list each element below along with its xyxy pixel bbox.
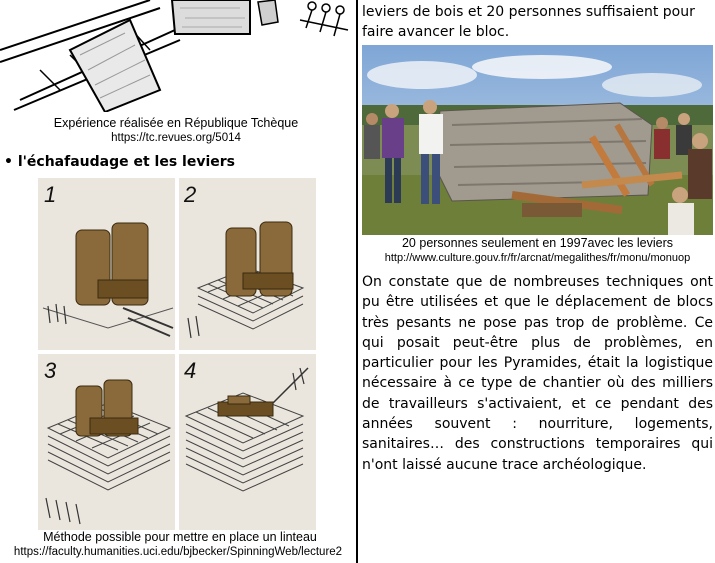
bullet: • (4, 154, 13, 170)
diagram-caption: Méthode possible pour mettre en place un linteau (43, 530, 317, 544)
section-title: l'échafaudage et les leviers (17, 154, 235, 170)
panel-number-2: 2 (184, 182, 197, 207)
sketch-source-url[interactable]: https://tc.revues.org/5014 (111, 132, 241, 144)
panel-number-4: 4 (184, 358, 197, 383)
lintel-method-diagram (38, 178, 316, 530)
diagram-source-url[interactable]: https://faculty.humanities.uci.edu/bjbecker/SpinningWeb/lecture2 (13, 546, 343, 558)
photo-source-url[interactable]: http://www.culture.gouv.fr/fr/arcnat/megalithes/fr/monu/monuop (384, 252, 691, 264)
photo-caption: 20 personnes seulement en 1997avec les leviers (401, 236, 673, 250)
column-divider (356, 0, 358, 563)
sketch-caption: Expérience réalisée en République Tchèque (53, 116, 299, 130)
top-text: leviers de bois et 20 personnes suffisaient pour faire avancer le bloc. (362, 4, 695, 40)
body-paragraph: On constate que de nombreuses techniques ont pu être utilisées et que le déplacement de blocs très pesants ne pose pas trop de problème. Ce qui posait peut-être plus de problèmes, en particulier pour les Pyramides, était la logistique nécessaire à ce type de chantier où des milliers de travailleurs s'activaient, et ce pendant des années souvent : nourriture, logements, sanitaires… des constructions temporaires qui n'ont laissé aucune trace archéologique. (362, 274, 713, 473)
megalith-photo (362, 45, 713, 235)
panel-number-3: 3 (44, 358, 57, 383)
panel-number-1: 1 (44, 182, 57, 207)
section-heading (4, 153, 235, 171)
sledge-sketch-illustration (0, 0, 352, 112)
